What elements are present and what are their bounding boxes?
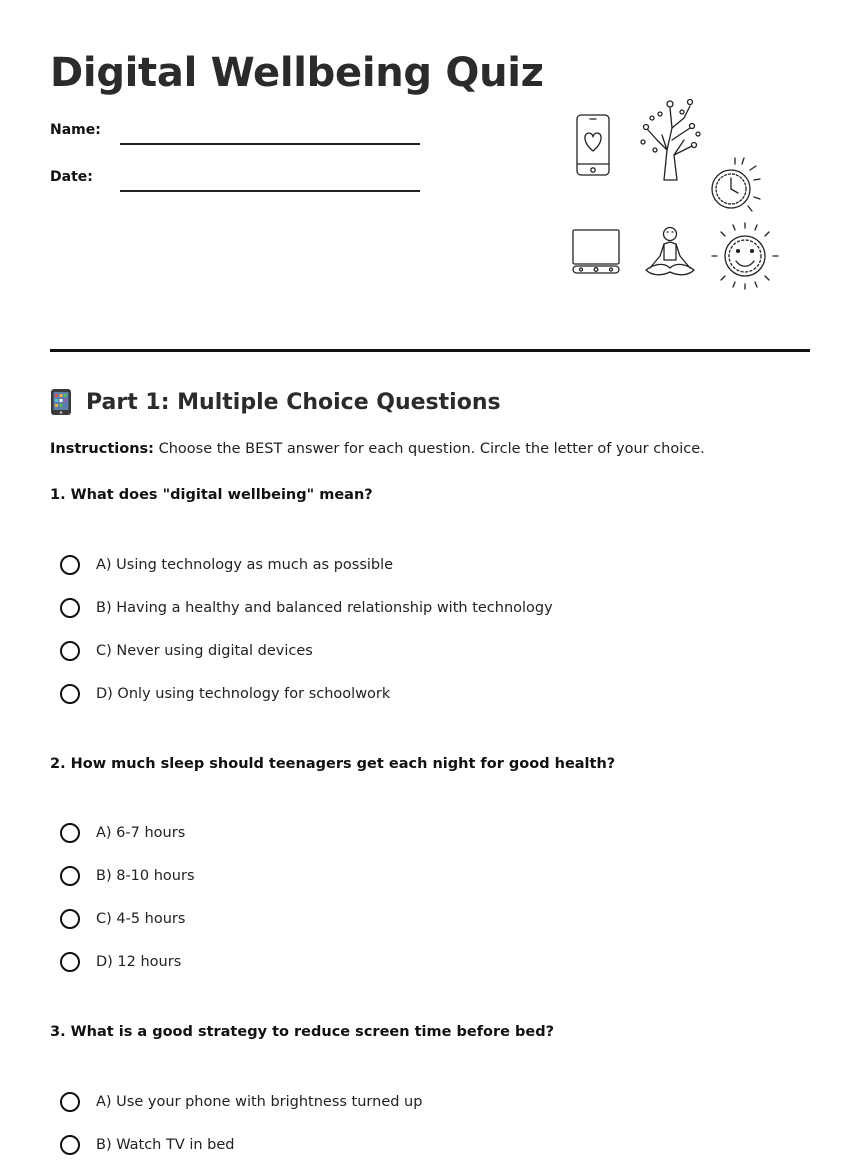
wellbeing-illustrations bbox=[565, 95, 785, 295]
option-label: D) 12 hours bbox=[96, 954, 182, 970]
radio-button[interactable] bbox=[60, 1135, 80, 1155]
option-label: D) Only using technology for schoolwork bbox=[96, 686, 391, 702]
radio-button[interactable] bbox=[60, 952, 80, 972]
radio-button[interactable] bbox=[60, 598, 80, 618]
radio-button[interactable] bbox=[60, 684, 80, 704]
option-2d[interactable] bbox=[60, 949, 181, 975]
option-label: B) 8-10 hours bbox=[96, 868, 195, 884]
option-3a[interactable] bbox=[60, 1089, 422, 1115]
instructions bbox=[50, 441, 705, 457]
section-title-text: Part 1: Multiple Choice Questions bbox=[86, 389, 501, 415]
option-2a[interactable] bbox=[60, 820, 185, 846]
option-1c[interactable] bbox=[60, 638, 313, 664]
option-label: A) 6-7 hours bbox=[96, 825, 186, 841]
clock-icon bbox=[712, 158, 760, 211]
option-2c[interactable] bbox=[60, 906, 185, 932]
option-label: C) 4-5 hours bbox=[96, 911, 186, 927]
question-2: 2. How much sleep should teenagers get each night for good health? bbox=[50, 756, 616, 772]
sun-icon bbox=[712, 223, 778, 289]
option-3b[interactable] bbox=[60, 1132, 235, 1158]
option-1d[interactable] bbox=[60, 681, 390, 707]
question-3: 3. What is a good strategy to reduce screen time before bed? bbox=[50, 1024, 555, 1040]
date-field[interactable] bbox=[120, 190, 420, 192]
section-divider bbox=[50, 349, 810, 352]
radio-button[interactable] bbox=[60, 641, 80, 661]
option-label: C) Never using digital devices bbox=[96, 643, 313, 659]
instructions-text: Choose the BEST answer for each question. Circle the letter of your choice. bbox=[153, 441, 705, 457]
radio-button[interactable] bbox=[60, 909, 80, 929]
option-1b[interactable] bbox=[60, 595, 553, 621]
option-label: B) Watch TV in bed bbox=[96, 1137, 235, 1153]
option-2b[interactable] bbox=[60, 863, 195, 889]
option-label: A) Using technology as much as possible bbox=[96, 557, 394, 573]
option-1a[interactable] bbox=[60, 552, 393, 578]
name-label: Name: bbox=[50, 122, 101, 138]
radio-button[interactable] bbox=[60, 866, 80, 886]
mobile-phone-icon bbox=[50, 388, 72, 416]
page-title: Digital Wellbeing Quiz bbox=[50, 50, 544, 96]
section-title bbox=[50, 388, 501, 416]
question-1: 1. What does "digital wellbeing" mean? bbox=[50, 487, 373, 503]
option-label: A) Use your phone with brightness turned up bbox=[96, 1094, 423, 1110]
tree-icon bbox=[641, 100, 700, 181]
date-label: Date: bbox=[50, 169, 93, 185]
instructions-label: Instructions: bbox=[50, 441, 154, 457]
phone-heart-icon bbox=[577, 115, 609, 175]
option-label: B) Having a healthy and balanced relationship with technology bbox=[96, 600, 553, 616]
name-field[interactable] bbox=[120, 143, 420, 145]
tv-icon bbox=[573, 230, 619, 273]
radio-button[interactable] bbox=[60, 823, 80, 843]
meditation-icon bbox=[646, 228, 694, 275]
radio-button[interactable] bbox=[60, 1092, 80, 1112]
radio-button[interactable] bbox=[60, 555, 80, 575]
